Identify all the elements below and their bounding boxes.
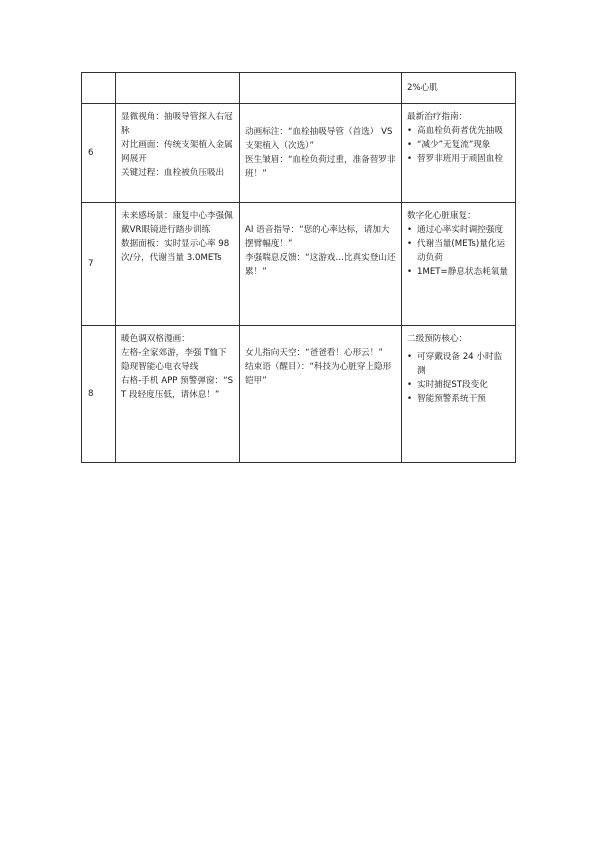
list-item: • 替罗非班用于顽固血栓 <box>407 152 510 166</box>
list-item: • “减少”无复流”现象 <box>407 138 510 152</box>
scene-cell <box>116 203 240 326</box>
storyboard-table <box>81 72 516 463</box>
row-number: 6 <box>88 148 94 158</box>
row-number-cell <box>82 326 116 463</box>
audio-line: 动画标注：“血栓抽吸导管（首选） VS 支架植入（次选）” <box>245 127 393 151</box>
row-number-cell <box>82 73 116 104</box>
scene-line: 显微视角：抽吸导管探入右冠脉 <box>121 112 233 136</box>
list-item: • 实时捕捉ST段变化 <box>407 378 510 392</box>
scene-line: 关键过程：血栓被负压吸出 <box>121 168 225 178</box>
knowledge-cell <box>402 203 516 326</box>
scene-cell <box>116 104 240 203</box>
scene-line: 数据面板：实时显示心率 98 次/分，代谢当量 3.0METs <box>121 239 230 263</box>
list-item: • 高血栓负荷者优先抽吸 <box>407 124 510 138</box>
table-row <box>82 326 516 463</box>
scene-line: 左格-全家郊游，李强 T恤下隐现智能心电衣导线 <box>121 348 227 372</box>
scene-line: 未来感场景：康复中心李强佩戴VR眼镜进行踏步训练 <box>121 211 233 235</box>
audio-line: AI 语音指导：“您的心率达标，请加大摆臂幅度！” <box>245 225 390 249</box>
audio-line: 结束语（醒目）：“科技为心脏穿上隐形铠甲” <box>245 362 392 386</box>
table-row <box>82 73 516 104</box>
audio-cell <box>240 326 402 463</box>
scene-line: 对比画面：传统支架植入金属网展开 <box>121 140 233 164</box>
scene-line: 暖色调双格漫画： <box>121 334 190 344</box>
knowledge-title: 数字化心脏康复： <box>407 211 476 221</box>
knowledge-continuation: 2%心肌 <box>407 83 438 93</box>
table-row <box>82 104 516 203</box>
row-number: 7 <box>88 259 94 269</box>
knowledge-cell <box>402 326 516 463</box>
table-row <box>82 203 516 326</box>
audio-cell <box>240 73 402 104</box>
audio-line: 李强喘息反馈：“这游戏…比真实登山还累！” <box>245 253 396 277</box>
list-item: • 智能预警系统干预 <box>407 392 510 406</box>
list-item: • 代谢当量(METs)量化运动负荷 <box>407 237 510 265</box>
list-item: • 1MET=静息状态耗氧量 <box>407 265 510 279</box>
scene-cell <box>116 73 240 104</box>
audio-cell <box>240 203 402 326</box>
row-number-cell <box>82 104 116 203</box>
audio-line: 医生皱眉：“血栓负荷过重，准备替罗非班！” <box>245 155 396 179</box>
scene-cell <box>116 326 240 463</box>
scene-line: 右格-手机 APP 预警弹窗：“ST 段轻度压低，请休息！” <box>121 376 234 400</box>
audio-cell <box>240 104 402 203</box>
knowledge-list <box>407 223 510 279</box>
audio-line: 女儿指向天空：“爸爸看！心形云！” <box>245 348 383 358</box>
knowledge-list <box>407 124 510 166</box>
knowledge-title: 最新治疗指南： <box>407 112 468 122</box>
row-number-cell <box>82 203 116 326</box>
list-item: • 可穿戴设备 24 小时监测 <box>407 350 510 378</box>
list-item: • 通过心率实时调控强度 <box>407 223 510 237</box>
knowledge-cell <box>402 104 516 203</box>
row-number: 8 <box>88 389 94 399</box>
knowledge-list <box>407 350 510 406</box>
knowledge-cell <box>402 73 516 104</box>
knowledge-title: 二级预防核心： <box>407 334 468 344</box>
